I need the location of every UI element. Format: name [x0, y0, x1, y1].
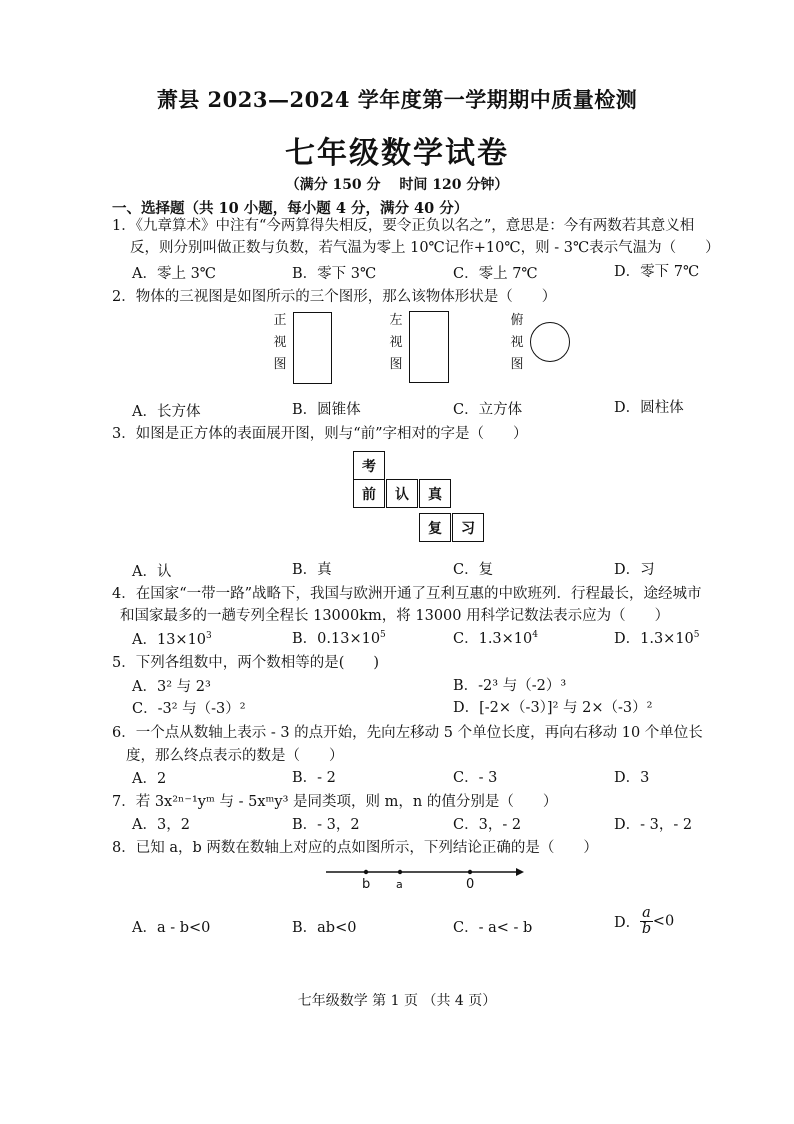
q4-option-d: D．$1.3\times 10^5$: [614, 630, 700, 647]
number-line-arrow: [516, 868, 524, 876]
left-view-label: 左 视 图: [389, 313, 403, 372]
q1-line1: 1．《九章算术》中注有“今两算得失相反，要令正负以名之”，意思是：今有两数若其意义相: [112, 218, 695, 234]
q2-option-b: B．圆锥体: [292, 402, 361, 418]
q4-option-b: B．$0.13\times 10^5$: [292, 630, 386, 647]
q1-option-b: B．零下 3℃: [292, 266, 377, 282]
q3-option-a: A．认: [132, 564, 172, 580]
point-b: [364, 870, 368, 874]
axis-label-zero: 0: [466, 877, 475, 892]
q1-option-c: C．零上 7℃: [453, 266, 538, 282]
exam-subtitle: （满分 150 分 时间 120 分钟）: [285, 177, 509, 193]
net-cell-qian: 前: [353, 479, 385, 508]
q8-option-a: A．a - b<0: [132, 920, 211, 936]
q8-option-b: B．ab<0: [292, 920, 357, 936]
section-heading: 一、选择题（共 10 小题，每小题 4 分，满分 40 分）: [112, 200, 469, 217]
exam-title: 七年级数学试卷: [285, 136, 509, 171]
q6-option-d: D．3: [614, 770, 650, 786]
net-cell-fu: 复: [419, 513, 451, 542]
q1-line2: 反，则分别叫做正数与负数，若气温为零上 10℃记作+10℃，则 - 3℃表示气温为（ ）: [130, 240, 720, 256]
top-view-circle: [530, 322, 570, 362]
q4-option-c: C．$1.3\times 10^4$: [453, 630, 538, 647]
front-view-label: 正 视 图: [273, 313, 287, 372]
q7-option-a: A．3，2: [132, 817, 190, 833]
q7-option-b: B．- 3，2: [292, 817, 360, 833]
q6-option-c: C．- 3: [453, 770, 498, 786]
q5-option-a: A．3² 与 2³: [132, 679, 211, 695]
q1-option-d: D．零下 7℃: [614, 264, 700, 280]
number-line: [320, 862, 530, 898]
left-view-rectangle: [409, 311, 449, 383]
point-a: [398, 870, 402, 874]
q5-option-d: D．[-2×（-3）]² 与 2×（-3）²: [453, 700, 653, 716]
q7-line1: 7．若 3x²ⁿ⁻¹yᵐ 与 - 5xᵐy³ 是同类项，则 m，n 的值分别是（ ）: [112, 794, 558, 810]
q3-option-b: B．真: [292, 562, 332, 578]
point-zero: [468, 870, 472, 874]
axis-label-a: a: [396, 878, 403, 891]
q2-option-d: D．圆柱体: [614, 400, 684, 416]
q5-line1: 5．下列各组数中，两个数相等的是( ): [112, 655, 380, 671]
q8-option-d: D． $\frac{a}{b}$ <0: [614, 905, 675, 937]
q3-line1: 3．如图是正方体的表面展开图，则与“前”字相对的字是（ ）: [112, 426, 528, 442]
q2-option-c: C．立方体: [453, 402, 523, 418]
q7-option-d: D．- 3，- 2: [614, 817, 693, 833]
q4-option-a: A．$13\times 10^3$: [132, 631, 212, 648]
net-cell-zhen: 真: [419, 479, 451, 508]
fraction-a-over-b: $\frac{a}{b}$: [641, 905, 652, 937]
front-view-rectangle: [293, 312, 332, 384]
q2-option-a: A．长方体: [132, 404, 201, 420]
net-cell-kao: 考: [353, 451, 385, 480]
q2-line1: 2．物体的三视图是如图所示的三个图形，那么该物体形状是（ ）: [112, 289, 557, 305]
q6-line1: 6．一个点从数轴上表示 - 3 的点开始，先向左移动 5 个单位长度，再向右移动 10 个单位长: [112, 725, 703, 741]
q7-option-c: C．3，- 2: [453, 817, 522, 833]
axis-label-b: b: [362, 877, 371, 892]
q4-line1: 4．在国家“一带一路”战略下，我国与欧洲开通了互利互惠的中欧班列．行程最长，途经城市: [112, 586, 702, 602]
page-footer: 七年级数学 第 1 页 （共 4 页）: [297, 993, 497, 1009]
q3-option-c: C．复: [453, 562, 494, 578]
net-cell-xi: 习: [452, 513, 484, 542]
q5-option-b: B．-2³ 与（-2）³: [453, 678, 567, 694]
q6-line2: 度，那么终点表示的数是（ ）: [126, 748, 344, 764]
q3-option-d: D．习: [614, 562, 655, 578]
q8-line1: 8．已知 a，b 两数在数轴上对应的点如图所示，下列结论正确的是（ ）: [112, 840, 598, 856]
top-view-label: 俯 视 图: [510, 313, 524, 372]
q5-option-c: C．-3² 与（-3）²: [132, 701, 246, 717]
q6-option-a: A．2: [132, 771, 167, 787]
q1-option-a: A．零上 3℃: [132, 266, 217, 282]
q8-option-c: C．- a< - b: [453, 920, 533, 936]
q6-option-b: B．- 2: [292, 770, 336, 786]
exam-header: 萧县 2023—2024 学年度第一学期期中质量检测: [156, 87, 638, 112]
q4-line2: 和国家最多的一趟专列全程长 13000km，将 13000 用科学记数法表示应为（ ）: [120, 608, 670, 624]
net-cell-ren: 认: [386, 479, 418, 508]
